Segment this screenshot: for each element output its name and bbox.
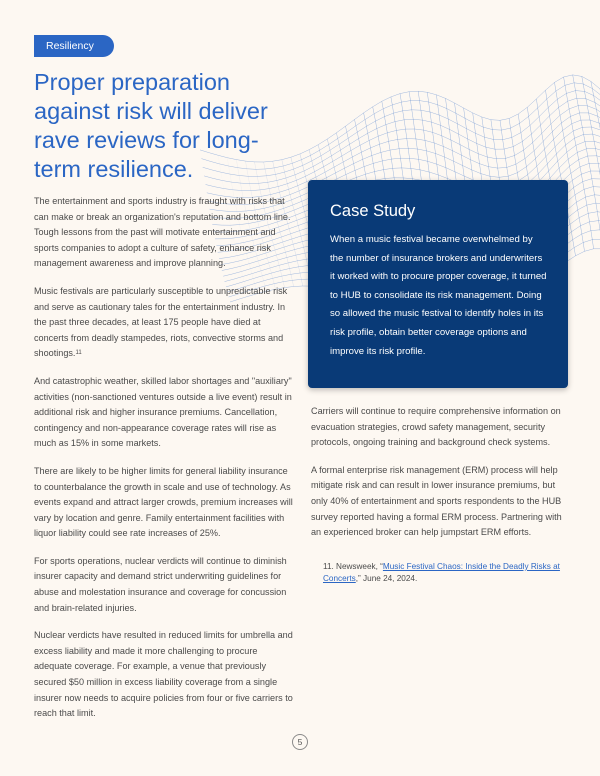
page-number: 5 xyxy=(292,734,308,750)
footnote-marker: 11 xyxy=(75,350,82,357)
footnote: 11. Newsweek, “Music Festival Chaos: Inside the Deadly Risks at Concerts,” June 24, 2024. xyxy=(323,561,560,583)
page-heading: Proper preparation against risk will deliver rave reviews for long-term resilience. xyxy=(34,69,268,182)
case-study-text: When a music festival became overwhelmed by the number of insurance brokers and underwriters it worked with to procure proper coverage, it turned to HUB to consolidate its risk management. Doing so allowed the music festival to identify holes in its risk profile, obtain better coverage options and improve its risk profile. xyxy=(330,234,547,357)
paragraph-weather: And catastrophic weather, skilled labor shortages and "auxiliary" activities (non-sanctioned ventures outside a live event) result in additional risk and higher insurance premiums. Cancellation, contingency and non-appearance coverage rates will rise as much as 15% in some markets. xyxy=(34,375,292,449)
paragraph-carriers: Carriers will continue to require comprehensive information on evacuation strategies, crowd safety management, security protocols, ongoing training and background check systems. xyxy=(311,406,561,448)
right-column xyxy=(311,404,563,585)
section-tag: Resiliency xyxy=(34,35,114,57)
case-study-title: Case Study xyxy=(330,202,416,220)
paragraph-intro: The entertainment and sports industry is fraught with risks that can make or break an organization's reputation and bottom line. Tough lessons from the past will motivate entertainment and sports companies to adopt a culture of safety, enhance risk management awareness and improve planning. xyxy=(34,196,291,269)
footnote-link[interactable]: Music Festival Chaos: Inside the Deadly Risks at Concerts xyxy=(323,561,560,583)
left-column xyxy=(34,194,296,734)
paragraph-erm: A formal enterprise risk management (ERM) process will help mitigate risk and can result in lower insurance premiums, but only 40% of entertainment and sports respondents to the HUB survey reported having a formal ERM process. Partnering with an experienced broker can help jumpstart ERM efforts. xyxy=(311,464,562,538)
paragraph-sports: For sports operations, nuclear verdicts will continue to diminish insurer capacity and demand strict underwriting guidelines for abuse and molestation insurance and coverage for concussion and brain-related injuries. xyxy=(34,555,287,613)
paragraph-music-festivals: Music festivals are particularly susceptible to unpredictable risk and serve as cautionary tales for the entertainment industry. In the past three decades, at least 175 people have died at concerts from deadly stampedes, riots, convective storms and shootings.$^{11}$ xyxy=(34,285,288,359)
wave-line xyxy=(582,76,600,251)
case-study-box xyxy=(308,180,568,388)
paragraph-limits: There are likely to be higher limits for general liability insurance to counterbalance the growth in scale and use of technology. As events expand and attract larger crowds, premium increases will vary by location and genre. Family entertainment facilities with liquor liability could see rate increases of 25%. xyxy=(34,465,293,539)
paragraph-nuclear-verdicts: Nuclear verdicts have resulted in reduced limits for umbrella and excess liability and made it more challenging to procure adequate coverage. For example, a venue that previously secured $50 million in excess liability coverage from a single insurer now needs to acquire policies from four or five carriers to reach that limit. xyxy=(34,630,293,719)
